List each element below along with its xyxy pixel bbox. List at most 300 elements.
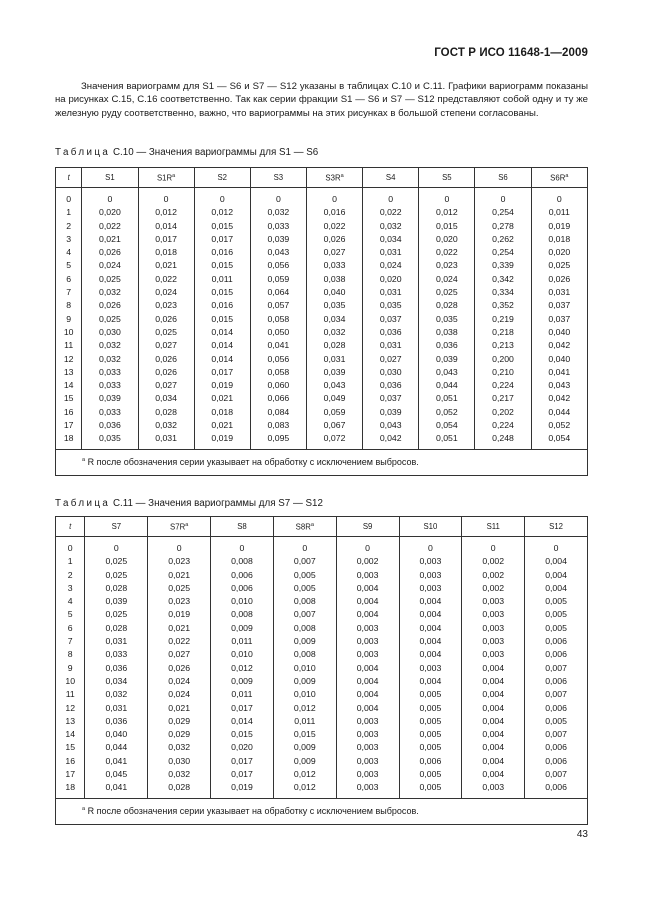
value-cell: 0,044 bbox=[419, 379, 475, 392]
value-cell: 0,006 bbox=[525, 675, 588, 688]
lag-cell: 8 bbox=[56, 648, 85, 661]
table-c11-caption bbox=[55, 498, 323, 509]
value-cell: 0,021 bbox=[138, 259, 194, 272]
column-header-label: S12 bbox=[549, 522, 563, 531]
value-cell: 0,034 bbox=[306, 313, 362, 326]
value-cell: 0,017 bbox=[211, 702, 274, 715]
value-cell: 0,005 bbox=[525, 715, 588, 728]
value-cell: 0,034 bbox=[363, 233, 419, 246]
lag-cell: 3 bbox=[56, 233, 82, 246]
value-cell: 0,072 bbox=[306, 432, 362, 449]
table-row bbox=[56, 688, 588, 701]
table-row bbox=[56, 233, 588, 246]
value-cell: 0,044 bbox=[85, 741, 148, 754]
value-cell: 0,040 bbox=[531, 326, 587, 339]
value-cell: 0,041 bbox=[531, 366, 587, 379]
value-cell: 0,017 bbox=[194, 233, 250, 246]
value-cell: 0,019 bbox=[531, 220, 587, 233]
value-cell: 0,025 bbox=[85, 555, 148, 568]
value-cell: 0,003 bbox=[399, 555, 462, 568]
value-cell: 0,039 bbox=[85, 595, 148, 608]
value-cell: 0,004 bbox=[462, 755, 525, 768]
value-cell: 0 bbox=[85, 537, 148, 556]
value-cell: 0,033 bbox=[306, 259, 362, 272]
value-cell: 0,022 bbox=[82, 220, 138, 233]
value-cell: 0,036 bbox=[82, 419, 138, 432]
value-cell: 0,022 bbox=[419, 246, 475, 259]
value-cell: 0,012 bbox=[273, 781, 336, 798]
table-c10-caption bbox=[55, 147, 318, 158]
value-cell: 0,011 bbox=[273, 715, 336, 728]
value-cell: 0,027 bbox=[306, 246, 362, 259]
column-header bbox=[211, 517, 274, 537]
column-header bbox=[531, 168, 587, 188]
value-cell: 0,012 bbox=[138, 206, 194, 219]
value-cell: 0,039 bbox=[250, 233, 306, 246]
value-cell: 0,084 bbox=[250, 406, 306, 419]
table-row bbox=[56, 313, 588, 326]
value-cell: 0,015 bbox=[419, 220, 475, 233]
value-cell: 0,034 bbox=[85, 675, 148, 688]
value-cell: 0,014 bbox=[211, 715, 274, 728]
column-header bbox=[82, 168, 138, 188]
column-header-label: S2 bbox=[217, 173, 227, 182]
value-cell: 0,004 bbox=[462, 768, 525, 781]
table-row bbox=[56, 555, 588, 568]
value-cell: 0,003 bbox=[336, 755, 399, 768]
value-cell: 0,022 bbox=[306, 220, 362, 233]
value-cell: 0,008 bbox=[211, 608, 274, 621]
value-cell: 0,025 bbox=[85, 569, 148, 582]
lag-cell: 16 bbox=[56, 755, 85, 768]
value-cell: 0,021 bbox=[82, 233, 138, 246]
value-cell: 0,035 bbox=[306, 299, 362, 312]
table-caption-prefix: Таблица bbox=[55, 147, 111, 158]
value-cell: 0,045 bbox=[85, 768, 148, 781]
lag-cell: 10 bbox=[56, 326, 82, 339]
lag-cell: 9 bbox=[56, 313, 82, 326]
value-cell: 0,009 bbox=[273, 635, 336, 648]
value-cell: 0,224 bbox=[475, 379, 531, 392]
lag-cell: 6 bbox=[56, 622, 85, 635]
lag-cell: 7 bbox=[56, 635, 85, 648]
column-header bbox=[525, 517, 588, 537]
value-cell: 0,010 bbox=[211, 595, 274, 608]
value-cell: 0,043 bbox=[419, 366, 475, 379]
value-cell: 0,036 bbox=[419, 339, 475, 352]
value-cell: 0,039 bbox=[363, 406, 419, 419]
value-cell: 0,015 bbox=[273, 728, 336, 741]
value-cell: 0,025 bbox=[82, 273, 138, 286]
value-cell: 0,025 bbox=[138, 326, 194, 339]
value-cell: 0,004 bbox=[462, 702, 525, 715]
value-cell: 0,026 bbox=[82, 299, 138, 312]
value-cell: 0,008 bbox=[273, 595, 336, 608]
value-cell: 0,028 bbox=[85, 622, 148, 635]
value-cell: 0,031 bbox=[531, 286, 587, 299]
value-cell: 0,037 bbox=[363, 392, 419, 405]
value-cell: 0,007 bbox=[273, 608, 336, 621]
value-cell: 0,218 bbox=[475, 326, 531, 339]
value-cell: 0,003 bbox=[336, 569, 399, 582]
table-row bbox=[56, 662, 588, 675]
value-cell: 0,031 bbox=[306, 353, 362, 366]
value-cell: 0,032 bbox=[82, 339, 138, 352]
table-row bbox=[56, 432, 588, 449]
table-caption-title: С.10 — Значения вариограммы для S1 — S6 bbox=[112, 147, 319, 158]
value-cell: 0 bbox=[399, 537, 462, 556]
value-cell: 0,021 bbox=[194, 392, 250, 405]
value-cell: 0,008 bbox=[273, 622, 336, 635]
value-cell: 0,004 bbox=[399, 608, 462, 621]
value-cell: 0,052 bbox=[531, 419, 587, 432]
value-cell: 0,032 bbox=[82, 286, 138, 299]
value-cell: 0,004 bbox=[525, 555, 588, 568]
value-cell: 0,042 bbox=[531, 392, 587, 405]
value-cell: 0,007 bbox=[525, 662, 588, 675]
value-cell: 0,029 bbox=[148, 728, 211, 741]
value-cell: 0,038 bbox=[419, 326, 475, 339]
value-cell: 0,026 bbox=[531, 273, 587, 286]
value-cell: 0,005 bbox=[399, 741, 462, 754]
value-cell: 0,006 bbox=[211, 569, 274, 582]
value-cell: 0,020 bbox=[419, 233, 475, 246]
footnote-mark: a bbox=[172, 172, 176, 179]
value-cell: 0,036 bbox=[363, 326, 419, 339]
column-header-label: S6 bbox=[498, 173, 508, 182]
value-cell: 0,057 bbox=[250, 299, 306, 312]
value-cell: 0,003 bbox=[399, 582, 462, 595]
lag-cell: 14 bbox=[56, 379, 82, 392]
table-row bbox=[56, 406, 588, 419]
value-cell: 0,049 bbox=[306, 392, 362, 405]
value-cell: 0,043 bbox=[250, 246, 306, 259]
value-cell: 0,278 bbox=[475, 220, 531, 233]
value-cell: 0,005 bbox=[525, 622, 588, 635]
value-cell: 0 bbox=[336, 537, 399, 556]
table-caption-prefix: Таблица bbox=[55, 498, 111, 509]
value-cell: 0,006 bbox=[525, 781, 588, 798]
value-cell: 0,006 bbox=[525, 648, 588, 661]
value-cell: 0,033 bbox=[82, 379, 138, 392]
value-cell: 0,004 bbox=[336, 582, 399, 595]
value-cell: 0,005 bbox=[273, 582, 336, 595]
value-cell: 0,005 bbox=[273, 569, 336, 582]
value-cell: 0,064 bbox=[250, 286, 306, 299]
column-header bbox=[462, 517, 525, 537]
table-row bbox=[56, 379, 588, 392]
value-cell: 0,024 bbox=[363, 259, 419, 272]
lag-cell: 11 bbox=[56, 339, 82, 352]
value-cell: 0,025 bbox=[85, 608, 148, 621]
value-cell: 0 bbox=[531, 188, 587, 207]
value-cell: 0,035 bbox=[419, 313, 475, 326]
lag-cell: 0 bbox=[56, 537, 85, 556]
lag-cell: 4 bbox=[56, 246, 82, 259]
value-cell: 0,219 bbox=[475, 313, 531, 326]
value-cell: 0,012 bbox=[419, 206, 475, 219]
value-cell: 0,262 bbox=[475, 233, 531, 246]
column-header bbox=[419, 168, 475, 188]
table-row bbox=[56, 286, 588, 299]
table-row bbox=[56, 608, 588, 621]
lag-cell: 5 bbox=[56, 259, 82, 272]
value-cell: 0,031 bbox=[363, 246, 419, 259]
value-cell: 0,003 bbox=[336, 715, 399, 728]
value-cell: 0,010 bbox=[273, 688, 336, 701]
column-header bbox=[250, 168, 306, 188]
value-cell: 0,025 bbox=[531, 259, 587, 272]
value-cell: 0 bbox=[138, 188, 194, 207]
column-header bbox=[56, 168, 82, 188]
value-cell: 0,036 bbox=[363, 379, 419, 392]
value-cell: 0,026 bbox=[138, 353, 194, 366]
value-cell: 0,005 bbox=[399, 702, 462, 715]
lag-cell: 12 bbox=[56, 353, 82, 366]
value-cell: 0 bbox=[462, 537, 525, 556]
value-cell: 0,003 bbox=[462, 648, 525, 661]
value-cell: 0,022 bbox=[148, 635, 211, 648]
table-row bbox=[56, 648, 588, 661]
value-cell: 0,058 bbox=[250, 366, 306, 379]
value-cell: 0,015 bbox=[194, 259, 250, 272]
lag-cell: 15 bbox=[56, 392, 82, 405]
column-header bbox=[363, 168, 419, 188]
column-header-label: t bbox=[67, 173, 70, 182]
value-cell: 0,003 bbox=[399, 569, 462, 582]
value-cell: 0,003 bbox=[336, 781, 399, 798]
value-cell: 0,213 bbox=[475, 339, 531, 352]
column-header bbox=[148, 517, 211, 537]
table-row bbox=[56, 392, 588, 405]
value-cell: 0,210 bbox=[475, 366, 531, 379]
value-cell: 0,003 bbox=[462, 595, 525, 608]
table-row bbox=[56, 755, 588, 768]
value-cell: 0,009 bbox=[211, 675, 274, 688]
value-cell: 0,007 bbox=[525, 768, 588, 781]
column-header-label: t bbox=[69, 522, 72, 531]
value-cell: 0,004 bbox=[462, 741, 525, 754]
table-caption-title: С.11 — Значения вариограммы для S7 — S12 bbox=[112, 498, 323, 509]
table-row bbox=[56, 353, 588, 366]
lag-cell: 1 bbox=[56, 206, 82, 219]
column-header-label: S9 bbox=[362, 522, 373, 531]
value-cell: 0,020 bbox=[82, 206, 138, 219]
value-cell: 0,224 bbox=[475, 419, 531, 432]
table-row bbox=[56, 299, 588, 312]
value-cell: 0,004 bbox=[399, 622, 462, 635]
document-header: ГОСТ Р ИСО 11648-1—2009 bbox=[434, 47, 588, 59]
value-cell: 0,028 bbox=[138, 406, 194, 419]
value-cell: 0,015 bbox=[211, 728, 274, 741]
value-cell: 0,023 bbox=[148, 595, 211, 608]
value-cell: 0,044 bbox=[531, 406, 587, 419]
value-cell: 0,022 bbox=[138, 273, 194, 286]
column-header bbox=[475, 168, 531, 188]
value-cell: 0,021 bbox=[194, 419, 250, 432]
table-c11 bbox=[55, 516, 588, 825]
value-cell: 0,028 bbox=[85, 582, 148, 595]
value-cell: 0,003 bbox=[462, 608, 525, 621]
value-cell: 0,004 bbox=[462, 688, 525, 701]
value-cell: 0,019 bbox=[148, 608, 211, 621]
value-cell: 0,007 bbox=[273, 555, 336, 568]
lag-cell: 18 bbox=[56, 432, 82, 449]
lag-cell: 12 bbox=[56, 702, 85, 715]
value-cell: 0,040 bbox=[306, 286, 362, 299]
value-cell: 0,003 bbox=[462, 622, 525, 635]
column-header-label: S8R bbox=[295, 522, 311, 532]
value-cell: 0,016 bbox=[306, 206, 362, 219]
lag-cell: 15 bbox=[56, 741, 85, 754]
column-header-label: S5 bbox=[442, 173, 452, 182]
footnote-text: R после обозначения серии указывает на обработку с исключением выбросов. bbox=[87, 457, 419, 468]
intro-text bbox=[55, 80, 588, 120]
value-cell: 0,002 bbox=[336, 555, 399, 568]
lag-cell: 4 bbox=[56, 595, 85, 608]
table-row bbox=[56, 622, 588, 635]
table-footnote bbox=[56, 449, 588, 475]
lag-cell: 17 bbox=[56, 768, 85, 781]
value-cell: 0,016 bbox=[194, 299, 250, 312]
table-row bbox=[56, 259, 588, 272]
value-cell: 0 bbox=[148, 537, 211, 556]
value-cell: 0,024 bbox=[138, 286, 194, 299]
lag-cell: 14 bbox=[56, 728, 85, 741]
value-cell: 0,004 bbox=[462, 728, 525, 741]
value-cell: 0,004 bbox=[336, 595, 399, 608]
value-cell: 0,031 bbox=[363, 286, 419, 299]
value-cell: 0,037 bbox=[531, 299, 587, 312]
value-cell: 0,028 bbox=[148, 781, 211, 798]
value-cell: 0,039 bbox=[82, 392, 138, 405]
value-cell: 0,032 bbox=[250, 206, 306, 219]
value-cell: 0,021 bbox=[148, 702, 211, 715]
lag-cell: 3 bbox=[56, 582, 85, 595]
value-cell: 0,039 bbox=[306, 366, 362, 379]
value-cell: 0,026 bbox=[148, 662, 211, 675]
value-cell: 0,034 bbox=[138, 392, 194, 405]
value-cell: 0,002 bbox=[462, 569, 525, 582]
table-row bbox=[56, 728, 588, 741]
value-cell: 0,005 bbox=[525, 608, 588, 621]
table-row bbox=[56, 635, 588, 648]
value-cell: 0 bbox=[250, 188, 306, 207]
value-cell: 0,018 bbox=[194, 406, 250, 419]
value-cell: 0 bbox=[273, 537, 336, 556]
value-cell: 0 bbox=[306, 188, 362, 207]
page-number: 43 bbox=[576, 829, 588, 840]
value-cell: 0,019 bbox=[211, 781, 274, 798]
value-cell: 0,009 bbox=[211, 622, 274, 635]
value-cell: 0,032 bbox=[306, 326, 362, 339]
value-cell: 0,008 bbox=[211, 555, 274, 568]
value-cell: 0 bbox=[419, 188, 475, 207]
value-cell: 0,024 bbox=[82, 259, 138, 272]
table-row bbox=[56, 339, 588, 352]
value-cell: 0,095 bbox=[250, 432, 306, 449]
value-cell: 0,004 bbox=[336, 702, 399, 715]
value-cell: 0,027 bbox=[138, 339, 194, 352]
value-cell: 0,033 bbox=[250, 220, 306, 233]
value-cell: 0,015 bbox=[194, 286, 250, 299]
value-cell: 0,022 bbox=[363, 206, 419, 219]
value-cell: 0,004 bbox=[525, 569, 588, 582]
value-cell: 0,031 bbox=[363, 339, 419, 352]
value-cell: 0,014 bbox=[194, 326, 250, 339]
footnote-mark: a bbox=[565, 172, 569, 179]
footnote-mark: a bbox=[82, 806, 86, 813]
lag-cell: 13 bbox=[56, 715, 85, 728]
value-cell: 0,015 bbox=[194, 220, 250, 233]
value-cell: 0,004 bbox=[399, 675, 462, 688]
value-cell: 0,254 bbox=[475, 246, 531, 259]
value-cell: 0,004 bbox=[462, 715, 525, 728]
table-row bbox=[56, 675, 588, 688]
value-cell: 0,059 bbox=[250, 273, 306, 286]
value-cell: 0,024 bbox=[148, 688, 211, 701]
value-cell: 0,248 bbox=[475, 432, 531, 449]
value-cell: 0,010 bbox=[273, 662, 336, 675]
table-row bbox=[56, 781, 588, 798]
value-cell: 0,006 bbox=[399, 755, 462, 768]
value-cell: 0,023 bbox=[148, 555, 211, 568]
value-cell: 0,025 bbox=[419, 286, 475, 299]
value-cell: 0,040 bbox=[85, 728, 148, 741]
value-cell: 0,003 bbox=[462, 635, 525, 648]
value-cell: 0,339 bbox=[475, 259, 531, 272]
value-cell: 0,026 bbox=[306, 233, 362, 246]
value-cell: 0,032 bbox=[363, 220, 419, 233]
column-header bbox=[85, 517, 148, 537]
value-cell: 0,005 bbox=[399, 715, 462, 728]
lag-cell: 2 bbox=[56, 569, 85, 582]
footnote-mark: a bbox=[340, 172, 344, 179]
table-c10 bbox=[55, 167, 588, 476]
value-cell: 0,004 bbox=[525, 582, 588, 595]
value-cell: 0,027 bbox=[363, 353, 419, 366]
lag-cell: 1 bbox=[56, 555, 85, 568]
value-cell: 0 bbox=[525, 537, 588, 556]
value-cell: 0,011 bbox=[531, 206, 587, 219]
value-cell: 0,003 bbox=[336, 768, 399, 781]
value-cell: 0,026 bbox=[138, 313, 194, 326]
value-cell: 0,017 bbox=[138, 233, 194, 246]
lag-cell: 0 bbox=[56, 188, 82, 207]
value-cell: 0,021 bbox=[148, 569, 211, 582]
column-header bbox=[56, 517, 85, 537]
value-cell: 0,037 bbox=[363, 313, 419, 326]
value-cell: 0,015 bbox=[194, 313, 250, 326]
value-cell: 0,059 bbox=[306, 406, 362, 419]
column-header bbox=[336, 517, 399, 537]
value-cell: 0,007 bbox=[525, 688, 588, 701]
value-cell: 0,006 bbox=[525, 755, 588, 768]
table-header-row bbox=[56, 517, 588, 537]
value-cell: 0,016 bbox=[194, 246, 250, 259]
value-cell: 0,009 bbox=[273, 675, 336, 688]
value-cell: 0,005 bbox=[399, 781, 462, 798]
value-cell: 0,054 bbox=[419, 419, 475, 432]
value-cell: 0,008 bbox=[273, 648, 336, 661]
footnote-text: R после обозначения серии указывает на обработку с исключением выбросов. bbox=[87, 806, 419, 817]
column-header-label: S4 bbox=[385, 173, 396, 182]
value-cell: 0,017 bbox=[211, 755, 274, 768]
value-cell: 0,003 bbox=[336, 648, 399, 661]
value-cell: 0,017 bbox=[211, 768, 274, 781]
value-cell: 0,051 bbox=[419, 432, 475, 449]
table-row bbox=[56, 220, 588, 233]
